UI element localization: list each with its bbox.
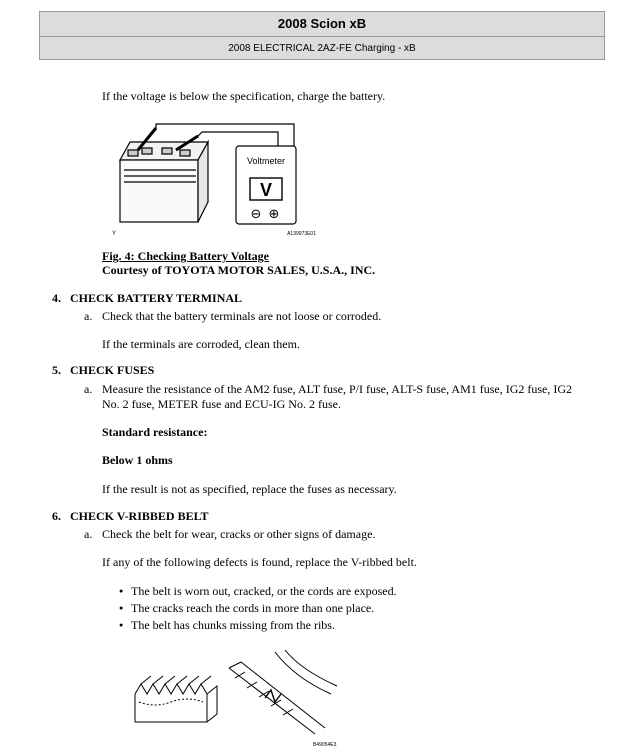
- intro-text: If the voltage is below the specification, charge the battery.: [102, 89, 386, 103]
- step-5-number: 5.: [52, 363, 61, 377]
- minus-terminal-icon: ⊖: [250, 206, 262, 221]
- step-4-title: CHECK BATTERY TERMINAL: [70, 291, 243, 305]
- figure-caption: Fig. 4: Checking Battery Voltage: [102, 249, 269, 263]
- battery-icon: [120, 142, 208, 222]
- step-5-text-line-2: No. 2 fuse, METER fuse and ECU-IG No. 2 fuse.: [102, 397, 341, 411]
- voltmeter-letter: V: [259, 180, 273, 200]
- plus-terminal-icon: ⊕: [268, 206, 280, 221]
- figure-2-code: B49054E3: [313, 742, 337, 748]
- list-item: ● The belt is worn out, cracked, or the cords are exposed.: [131, 583, 397, 599]
- step-6-text: Check the belt for wear, cracks or other signs of damage.: [102, 527, 376, 541]
- step-6-sub-label: a.: [84, 527, 93, 541]
- step-4-number: 4.: [52, 291, 61, 305]
- list-item: ● The cracks reach the cords in more than one place.: [131, 600, 374, 616]
- list-item: ● The belt has chunks missing from the ribs.: [131, 617, 335, 633]
- figure-code: A139973E01: [287, 231, 316, 237]
- step-6-number: 6.: [52, 509, 61, 523]
- step-4-text: Check that the battery terminals are not loose or corroded.: [102, 309, 382, 323]
- battery-voltage-figure: [98, 112, 318, 238]
- step-5-title: CHECK FUSES: [70, 363, 155, 377]
- step-5-sub-label: a.: [84, 382, 93, 396]
- step-4-sub-label: a.: [84, 309, 93, 323]
- step-5-spec-value: Below 1 ohms: [102, 453, 173, 467]
- header-title: 2008 Scion xB: [40, 12, 604, 37]
- figure-corner-mark: Y: [112, 231, 117, 237]
- step-4-note: If the terminals are corroded, clean them.: [102, 337, 300, 351]
- step-5-note: If the result is not as specified, replace the fuses as necessary.: [102, 482, 397, 496]
- v-ribbed-belt-figure: [125, 648, 345, 750]
- belt-crack-detail-icon: [229, 650, 337, 734]
- voltmeter-label: Voltmeter: [246, 156, 286, 166]
- belt-cross-section-icon: [135, 676, 217, 722]
- document-header: [39, 11, 605, 60]
- step-6-title: CHECK V-RIBBED BELT: [70, 509, 209, 523]
- step-5-text-line-1: Measure the resistance of the AM2 fuse, ALT fuse, P/I fuse, ALT-S fuse, AM1 fuse, IG2 fuse, IG2: [102, 382, 573, 396]
- step-5-spec-label: Standard resistance:: [102, 425, 208, 439]
- figure-courtesy: Courtesy of TOYOTA MOTOR SALES, U.S.A., INC.: [102, 263, 376, 277]
- header-subtitle: 2008 ELECTRICAL 2AZ-FE Charging - xB: [228, 43, 416, 54]
- step-6-note: If any of the following defects is found, replace the V-ribbed belt.: [102, 555, 417, 569]
